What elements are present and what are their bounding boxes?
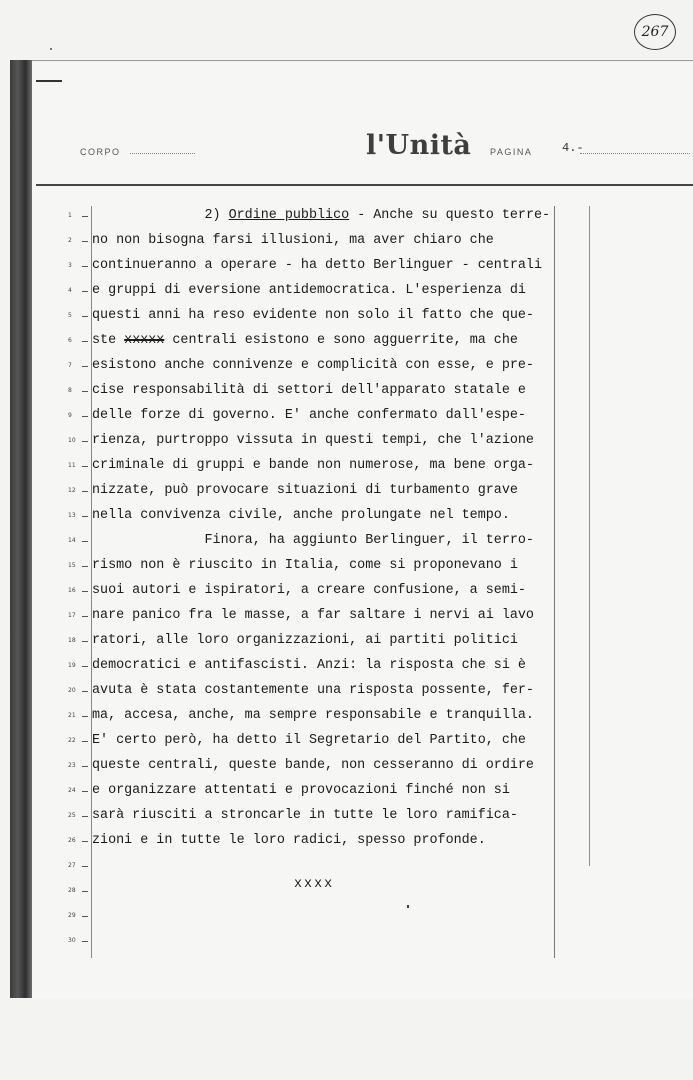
line-number: 3 — [68, 256, 90, 276]
text-line: cise responsabilità di settori dell'apparato statale e — [92, 383, 526, 398]
section-title: Ordine pubblico — [228, 208, 350, 223]
binding-edge — [10, 60, 32, 998]
line-number: 16 — [68, 581, 90, 601]
header-rule — [36, 184, 693, 186]
corner-mark — [36, 80, 62, 82]
pagina-label: PAGINA — [490, 147, 533, 157]
text-segment: centrali esistono e sono agguerrite, ma che — [164, 333, 518, 348]
line-number: 2 — [68, 231, 90, 251]
line-number: 15 — [68, 556, 90, 576]
line-number: 9 — [68, 406, 90, 426]
line-number: 1 — [68, 206, 90, 226]
line-number: 10 — [68, 431, 90, 451]
line-number: 22 — [68, 731, 90, 751]
line-number: 11 — [68, 456, 90, 476]
text-line: nare panico fra le masse, a far saltare i nervi ai lavo — [92, 608, 534, 623]
text-line — [92, 329, 518, 353]
text-line: ratori, alle loro organizzazioni, ai partiti politici — [92, 633, 518, 648]
text-line: queste centrali, queste bande, non cesseranno di ordire — [92, 758, 534, 773]
text-line: Finora, ha aggiunto Berlinguer, il terro- — [92, 533, 534, 548]
line-number: 6 — [68, 331, 90, 351]
text-line: avuta è stata costantemente una risposta possente, fer- — [92, 683, 534, 698]
ink-speck — [50, 48, 52, 50]
outer-margin-line — [589, 206, 590, 866]
text-line: delle forze di governo. E' anche confermato dall'espe- — [92, 408, 526, 423]
line-number: 13 — [68, 506, 90, 526]
text-line: rismo non è riuscito in Italia, come si proponevano i — [92, 558, 518, 573]
line-number: 30 — [68, 931, 90, 951]
ink-speck — [407, 905, 409, 908]
line-number: 29 — [68, 906, 90, 926]
page-number-circled: 267 — [634, 14, 676, 50]
line-number: 14 — [68, 531, 90, 551]
text-line: zioni e in tutte le loro radici, spesso profonde. — [92, 833, 486, 848]
line-number: 12 — [68, 481, 90, 501]
line-number: 8 — [68, 381, 90, 401]
line-number: 26 — [68, 831, 90, 851]
right-margin-line — [554, 206, 555, 958]
line-number: 23 — [68, 756, 90, 776]
text-line: E' certo però, ha detto il Segretario del Partito, che — [92, 733, 526, 748]
text-line: democratici e antifascisti. Anzi: la risposta che si è — [92, 658, 526, 673]
pagina-value: 4.- — [562, 141, 584, 155]
line-number: 28 — [68, 881, 90, 901]
corpo-label: CORPO — [80, 147, 121, 157]
newspaper-masthead: l'Unità — [366, 130, 472, 161]
text-line: rienza, purtroppo vissuta in questi tempi, che l'azione — [92, 433, 534, 448]
line-number: 4 — [68, 281, 90, 301]
text-line: e gruppi di eversione antidemocratica. L'esperienza di — [92, 283, 526, 298]
text-segment: - Anche su questo terre- — [349, 208, 551, 223]
text-line: nizzate, può provocare situazioni di turbamento grave — [92, 483, 518, 498]
line-number: 18 — [68, 631, 90, 651]
text-line — [92, 204, 550, 228]
text-segment: 2) — [92, 208, 229, 223]
line-number: 25 — [68, 806, 90, 826]
text-segment: ste — [92, 333, 125, 348]
line-number: 27 — [68, 856, 90, 876]
line-number: 7 — [68, 356, 90, 376]
text-line: suoi autori e ispiratori, a creare confusione, a semi- — [92, 583, 526, 598]
line-number: 17 — [68, 606, 90, 626]
line-number: 24 — [68, 781, 90, 801]
line-number: 20 — [68, 681, 90, 701]
text-line: e organizzare attentati e provocazioni finché non si — [92, 783, 510, 798]
text-line: criminale di gruppi e bande non numerose, ma bene orga- — [92, 458, 534, 473]
text-line: ma, accesa, anche, ma sempre responsabile e tranquilla. — [92, 708, 534, 723]
text-line: esistono anche connivenze e complicità con esse, e pre- — [92, 358, 534, 373]
closing-mark: xxxx — [294, 877, 335, 892]
text-line: continueranno a operare - ha detto Berlinguer - centrali — [92, 258, 542, 273]
line-number: 21 — [68, 706, 90, 726]
pagina-dotted-field — [580, 153, 690, 154]
line-number: 5 — [68, 306, 90, 326]
text-line: no non bisogna farsi illusioni, ma aver chiaro che — [92, 233, 494, 248]
text-line: nella convivenza civile, anche prolungate nel tempo. — [92, 508, 510, 523]
text-line: sarà riusciti a stroncarle in tutte le loro ramifica- — [92, 808, 518, 823]
struck-out-text: xxxxx — [124, 333, 165, 348]
line-number: 19 — [68, 656, 90, 676]
text-line: questi anni ha reso evidente non solo il fatto che que- — [92, 308, 534, 323]
corpo-dotted-field — [130, 153, 195, 154]
